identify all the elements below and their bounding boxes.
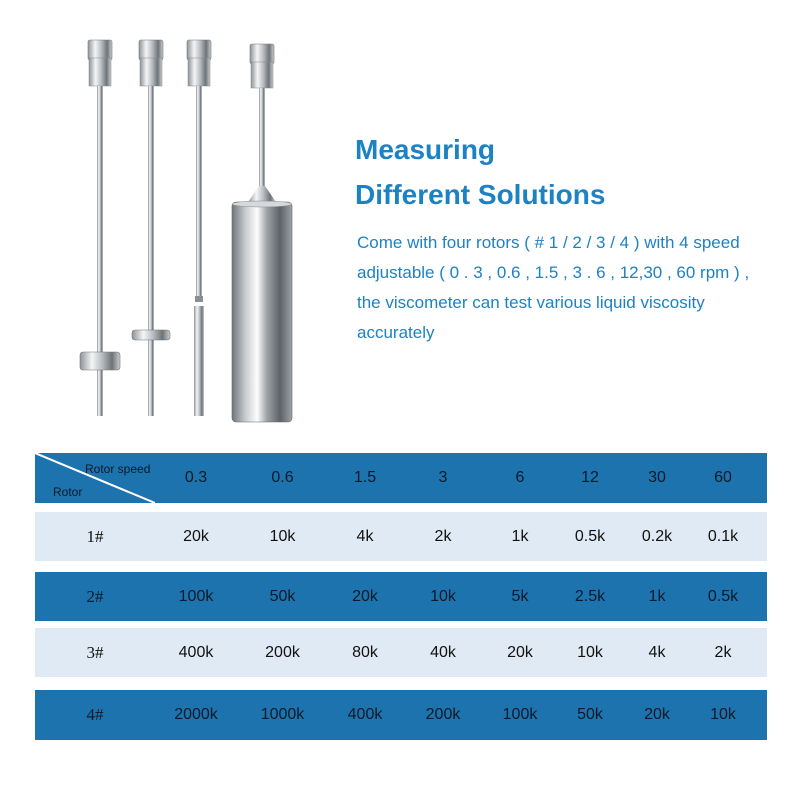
rotor-label: 2# — [86, 586, 104, 606]
table-cell: 10k — [577, 643, 603, 661]
rotor-3-icon — [187, 40, 211, 416]
table-cell: 20k — [352, 587, 378, 605]
speed-header: 30 — [648, 469, 666, 486]
rotors-illustration — [60, 30, 320, 430]
table-row — [35, 628, 767, 677]
rotor-label: 3# — [86, 642, 104, 662]
table-cell: 0.5k — [707, 587, 739, 605]
table-cell: 2000k — [174, 706, 218, 723]
table-corner-cell — [35, 453, 155, 503]
table-cell: 4k — [648, 643, 666, 661]
table-row — [35, 512, 767, 561]
table-cell: 50k — [269, 587, 296, 605]
table-cell: 4k — [356, 527, 374, 545]
table-cell: 400k — [347, 706, 383, 723]
table-cell: 5k — [511, 587, 529, 605]
table-cell: 20k — [507, 643, 533, 661]
table-cell: 400k — [178, 643, 214, 661]
speed-header: 0.3 — [184, 469, 208, 486]
table-cell: 10k — [269, 527, 296, 545]
table-cell: 10k — [430, 587, 456, 605]
table-cell: 1k — [511, 527, 529, 545]
speed-header: 1.5 — [353, 469, 377, 486]
speed-header: 0.6 — [271, 469, 294, 486]
table-cell: 50k — [577, 706, 603, 723]
table-cell: 20k — [644, 706, 670, 723]
table-cell: 2.5k — [574, 587, 606, 605]
table-cell: 0.2k — [641, 527, 673, 545]
heading-line-1: Measuring — [355, 134, 496, 165]
description-text: Come with four rotors ( # 1 / 2 / 3 / 4 ) with 4 speed adjustable ( 0 . 3 , 0.6 , 1.5 , 3 . 6 , 12,30 , 60 rpm ) , the viscometer can test various liquid viscosity accurately — [357, 233, 750, 342]
table-row — [35, 690, 767, 740]
corner-label-rotor-speed: Rotor speed — [85, 462, 151, 476]
table-cell: 0.5k — [574, 527, 606, 545]
speed-header: 12 — [581, 469, 599, 486]
table-header-row — [35, 453, 767, 503]
table-cell: 80k — [352, 643, 378, 661]
table-cell: 40k — [430, 643, 456, 661]
speed-header: 6 — [515, 469, 525, 486]
table-cell: 100k — [502, 706, 538, 723]
table-cell: 200k — [265, 643, 300, 661]
heading-line-2: Different Solutions — [355, 179, 606, 210]
table-cell: 20k — [183, 527, 209, 545]
rotor-1-icon — [80, 40, 120, 416]
table-cell: 200k — [425, 706, 461, 723]
corner-label-rotor: Rotor — [53, 485, 83, 499]
table-cell: 10k — [710, 706, 736, 723]
rotor-2-icon — [132, 40, 170, 416]
table-cell: 2k — [714, 643, 732, 661]
table-cell: 1000k — [260, 706, 305, 723]
rotor-4-icon — [232, 44, 292, 422]
table-cell: 0.1k — [707, 527, 739, 545]
table-row — [35, 572, 767, 621]
table-cell: 1k — [648, 587, 666, 605]
table-cell: 2k — [434, 527, 452, 545]
rotor-label: 4# — [86, 705, 104, 724]
speed-header: 3 — [438, 469, 448, 486]
rotor-label: 1# — [86, 526, 104, 546]
table-cell: 100k — [178, 587, 214, 605]
speed-header: 60 — [714, 469, 732, 486]
